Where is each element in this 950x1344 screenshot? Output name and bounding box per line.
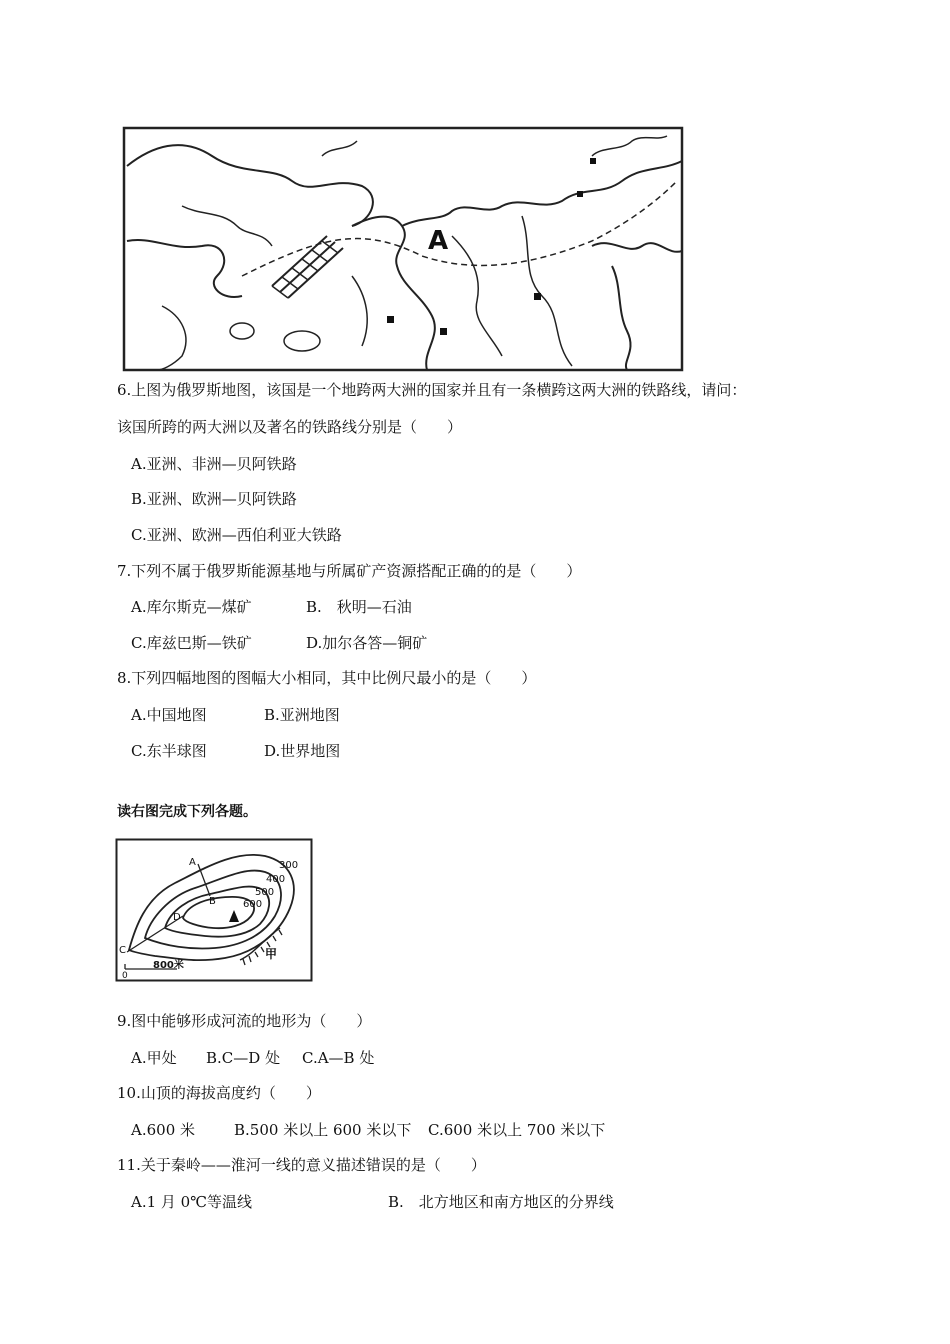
point-b-label: B bbox=[209, 896, 216, 907]
q8-stem: 8.下列四幅地图的图幅大小相同，其中比例尺最小的是（ ） bbox=[117, 669, 537, 687]
q10-option-a[interactable]: A.600 米 bbox=[131, 1121, 195, 1139]
q6-stem-line2: 该国所跨的两大洲以及著名的铁路线分别是（ ） bbox=[117, 418, 463, 436]
point-a-label: A bbox=[189, 857, 196, 868]
q7-option-c[interactable]: C.库兹巴斯—铁矿 bbox=[131, 634, 252, 652]
q7-option-b[interactable]: B. 秋明—石油 bbox=[306, 598, 412, 616]
q8-option-c[interactable]: C.东半球图 bbox=[131, 742, 207, 760]
contour-label-400: 400 bbox=[266, 874, 286, 885]
q7-stem: 7.下列不属于俄罗斯能源基地与所属矿产资源搭配正确的的是（ ） bbox=[117, 562, 582, 580]
jia-label: 甲 bbox=[265, 947, 278, 961]
point-c-label: C bbox=[119, 945, 126, 956]
section-title: 读右图完成下列各题。 bbox=[117, 804, 257, 820]
q9-stem: 9.图中能够形成河流的地形为（ ） bbox=[117, 1012, 372, 1030]
q8-option-d[interactable]: D.世界地图 bbox=[264, 742, 341, 760]
q7-option-a[interactable]: A.库尔斯克—煤矿 bbox=[131, 598, 252, 616]
q8-option-a[interactable]: A.中国地图 bbox=[131, 706, 207, 724]
q9-option-b[interactable]: B.C—D 处 bbox=[206, 1049, 281, 1067]
russia-map bbox=[122, 126, 684, 372]
q6-stem-line1: 6.上图为俄罗斯地图，该国是一个地跨两大洲的国家并且有一条横跨这两大洲的铁路线，请问： bbox=[117, 381, 747, 399]
contour-label-500: 500 bbox=[255, 887, 275, 898]
contour-label-600: 600 bbox=[243, 899, 263, 910]
q10-stem: 10.山顶的海拔高度约（ ） bbox=[117, 1084, 321, 1102]
q6-option-c[interactable]: C.亚洲、欧洲—西伯利亚大铁路 bbox=[131, 526, 342, 544]
scale-zero: 0 bbox=[122, 971, 128, 981]
q11-option-a[interactable]: A.1 月 0℃等温线 bbox=[131, 1193, 253, 1211]
q10-option-b[interactable]: B.500 米以上 600 米以下 bbox=[234, 1121, 412, 1139]
q6-option-a[interactable]: A.亚洲、非洲—贝阿铁路 bbox=[131, 455, 297, 473]
q11-option-b[interactable]: B. 北方地区和南方地区的分界线 bbox=[388, 1193, 614, 1211]
q9-option-c[interactable]: C.A—B 处 bbox=[302, 1049, 375, 1067]
q11-stem: 11.关于秦岭——淮河一线的意义描述错误的是（ ） bbox=[117, 1156, 486, 1174]
q10-option-c[interactable]: C.600 米以上 700 米以下 bbox=[428, 1121, 606, 1139]
contour-map bbox=[115, 838, 313, 982]
contour-label-300: 300 bbox=[279, 860, 299, 871]
q9-option-a[interactable]: A.甲处 bbox=[131, 1049, 177, 1067]
scale-label: 800米 bbox=[153, 960, 184, 971]
q6-option-b[interactable]: B.亚洲、欧洲—贝阿铁路 bbox=[131, 490, 297, 508]
q8-option-b[interactable]: B.亚洲地图 bbox=[264, 706, 340, 724]
region-label-a: A bbox=[428, 226, 449, 256]
q7-option-d[interactable]: D.加尔各答—铜矿 bbox=[306, 634, 428, 652]
point-d-label: D bbox=[173, 912, 181, 923]
